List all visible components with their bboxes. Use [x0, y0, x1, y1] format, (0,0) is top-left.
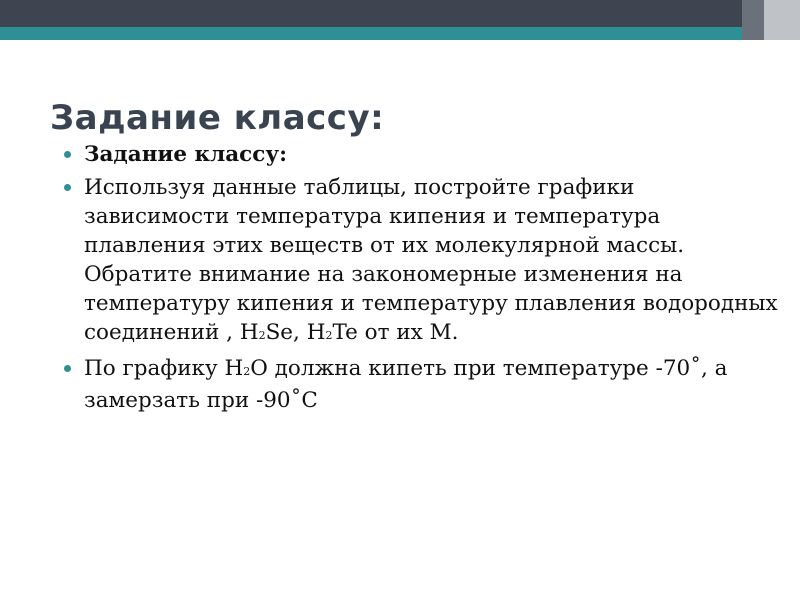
- subscript: 2: [258, 329, 266, 342]
- bullet-text-part: Используя данные таблицы, постройте графики зависимости температура кипения и температура плавления этих веществ от их молекулярной массы. Обратите внимание на закономерные изменения на температуру кипения и температуру плавления водородных соединений , H: [84, 175, 778, 345]
- bullet-dot-icon: [64, 365, 71, 372]
- bullet-list: [62, 140, 782, 419]
- bullet-item: [62, 173, 782, 350]
- bullet-text-part: По графику H: [84, 356, 244, 381]
- subscript: 2: [243, 365, 251, 378]
- bullet-dot-icon: [64, 184, 71, 191]
- bullet-item: [62, 354, 782, 415]
- bullet-dot-icon: [64, 151, 71, 158]
- header-corner-block-dark: [742, 0, 764, 40]
- bullet-text-part: O должна кипеть при температуре -70˚, а замерзать при -90˚С: [84, 356, 728, 413]
- header-corner-block-light: [764, 0, 800, 40]
- header-accent-stripe: [0, 27, 800, 40]
- slide-title: Задание классу:: [50, 98, 385, 138]
- bullet-text-part: Se, H: [265, 320, 326, 345]
- header-bar: [0, 0, 800, 27]
- bullet-text: [84, 175, 778, 345]
- bullet-text: [84, 356, 727, 413]
- bullet-text-part: Te от их М.: [332, 320, 459, 345]
- subscript: 2: [325, 329, 333, 342]
- bullet-text: Задание классу:: [84, 142, 288, 167]
- bullet-item: [62, 140, 782, 169]
